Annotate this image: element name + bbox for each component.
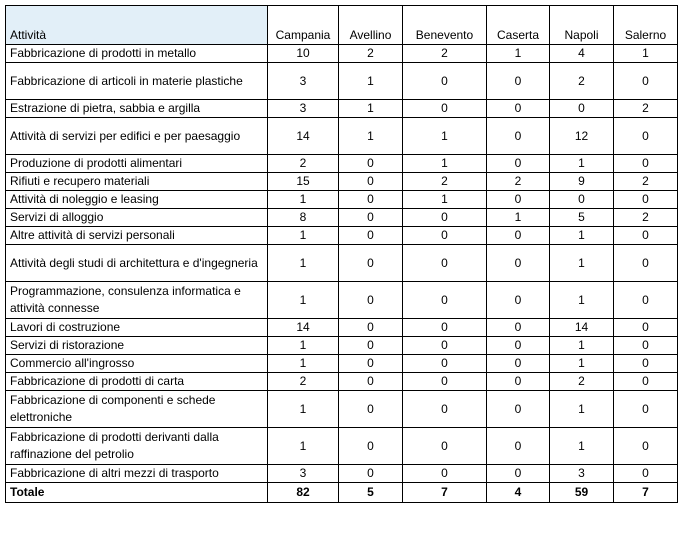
value-cell: 2 (614, 173, 678, 191)
value-cell: 0 (339, 173, 403, 191)
table-row (6, 245, 678, 282)
value-cell: 1 (403, 155, 487, 173)
value-cell: 0 (339, 391, 403, 428)
value-cell: 0 (339, 428, 403, 465)
value-cell: 0 (614, 373, 678, 391)
value-cell: 7 (614, 483, 678, 503)
column-header-caserta: Caserta (487, 6, 550, 45)
value-cell: 9 (550, 173, 614, 191)
value-cell: 0 (487, 373, 550, 391)
value-cell: 0 (487, 245, 550, 282)
value-cell: 5 (550, 209, 614, 227)
value-cell: 0 (403, 63, 487, 100)
value-cell: 3 (268, 63, 339, 100)
value-cell: 0 (403, 319, 487, 337)
value-cell: 0 (614, 337, 678, 355)
value-cell: 0 (487, 391, 550, 428)
value-cell: 0 (614, 355, 678, 373)
header-row (6, 6, 678, 45)
value-cell: 0 (339, 465, 403, 483)
value-cell: 1 (268, 428, 339, 465)
value-cell: 0 (339, 355, 403, 373)
value-cell: 0 (487, 337, 550, 355)
value-cell: 3 (268, 465, 339, 483)
value-cell: 1 (268, 191, 339, 209)
activities-table (5, 5, 678, 503)
value-cell: 0 (403, 373, 487, 391)
value-cell: 1 (550, 355, 614, 373)
value-cell: 0 (339, 209, 403, 227)
value-cell: 0 (487, 282, 550, 319)
value-cell: 0 (339, 191, 403, 209)
value-cell: 4 (487, 483, 550, 503)
value-cell: 1 (339, 63, 403, 100)
value-cell: 0 (403, 391, 487, 428)
value-cell: 12 (550, 118, 614, 155)
value-cell: 0 (614, 245, 678, 282)
activity-label: Fabbricazione di componenti e schede elettroniche (6, 391, 268, 428)
table-row (6, 337, 678, 355)
total-row (6, 483, 678, 503)
value-cell: 0 (614, 118, 678, 155)
value-cell: 7 (403, 483, 487, 503)
value-cell: 1 (268, 355, 339, 373)
value-cell: 82 (268, 483, 339, 503)
value-cell: 0 (614, 428, 678, 465)
table-row (6, 227, 678, 245)
value-cell: 3 (550, 465, 614, 483)
value-cell: 1 (268, 245, 339, 282)
value-cell: 0 (403, 245, 487, 282)
table-row (6, 118, 678, 155)
value-cell: 0 (614, 227, 678, 245)
column-header-napoli: Napoli (550, 6, 614, 45)
activity-label: Attività di noleggio e leasing (6, 191, 268, 209)
value-cell: 2 (487, 173, 550, 191)
value-cell: 0 (339, 373, 403, 391)
activity-label: Fabbricazione di prodotti di carta (6, 373, 268, 391)
value-cell: 1 (268, 227, 339, 245)
column-header-activity: Attività (6, 6, 268, 45)
value-cell: 3 (268, 100, 339, 118)
table-row (6, 155, 678, 173)
activity-label: Fabbricazione di prodotti in metallo (6, 45, 268, 63)
table-row (6, 209, 678, 227)
value-cell: 1 (614, 45, 678, 63)
value-cell: 1 (550, 245, 614, 282)
value-cell: 0 (487, 428, 550, 465)
value-cell: 2 (268, 155, 339, 173)
value-cell: 0 (403, 209, 487, 227)
activity-label: Fabbricazione di altri mezzi di trasporto (6, 465, 268, 483)
column-header-avellino: Avellino (339, 6, 403, 45)
table-container (5, 5, 678, 503)
value-cell: 0 (403, 227, 487, 245)
activity-label: Totale (6, 483, 268, 503)
activity-label: Fabbricazione di articoli in materie plastiche (6, 63, 268, 100)
value-cell: 0 (614, 282, 678, 319)
table-body (6, 45, 678, 503)
value-cell: 14 (268, 319, 339, 337)
value-cell: 0 (487, 100, 550, 118)
value-cell: 1 (403, 118, 487, 155)
value-cell: 0 (487, 191, 550, 209)
value-cell: 0 (403, 355, 487, 373)
value-cell: 0 (550, 100, 614, 118)
value-cell: 0 (614, 191, 678, 209)
value-cell: 0 (487, 319, 550, 337)
value-cell: 0 (487, 155, 550, 173)
table-row (6, 173, 678, 191)
value-cell: 0 (614, 319, 678, 337)
value-cell: 5 (339, 483, 403, 503)
activity-label: Commercio all'ingrosso (6, 355, 268, 373)
activity-label: Altre attività di servizi personali (6, 227, 268, 245)
value-cell: 0 (614, 465, 678, 483)
table-row (6, 319, 678, 337)
activity-label: Rifiuti e recupero materiali (6, 173, 268, 191)
activity-label: Fabbricazione di prodotti derivanti dalla raffinazione del petrolio (6, 428, 268, 465)
value-cell: 59 (550, 483, 614, 503)
table-row (6, 465, 678, 483)
table-row (6, 373, 678, 391)
value-cell: 1 (550, 391, 614, 428)
value-cell: 1 (268, 282, 339, 319)
value-cell: 0 (487, 118, 550, 155)
value-cell: 2 (268, 373, 339, 391)
table-row (6, 45, 678, 63)
column-header-campania: Campania (268, 6, 339, 45)
table-row (6, 355, 678, 373)
value-cell: 0 (487, 227, 550, 245)
value-cell: 0 (487, 465, 550, 483)
value-cell: 1 (487, 209, 550, 227)
activity-label: Estrazione di pietra, sabbia e argilla (6, 100, 268, 118)
activity-label: Produzione di prodotti alimentari (6, 155, 268, 173)
value-cell: 1 (550, 337, 614, 355)
value-cell: 2 (550, 373, 614, 391)
value-cell: 0 (487, 63, 550, 100)
value-cell: 2 (403, 45, 487, 63)
table-row (6, 191, 678, 209)
value-cell: 2 (614, 100, 678, 118)
value-cell: 1 (339, 100, 403, 118)
value-cell: 1 (268, 337, 339, 355)
value-cell: 0 (403, 428, 487, 465)
activity-label: Programmazione, consulenza informatica e attività connesse (6, 282, 268, 319)
value-cell: 8 (268, 209, 339, 227)
value-cell: 4 (550, 45, 614, 63)
value-cell: 0 (403, 465, 487, 483)
value-cell: 2 (339, 45, 403, 63)
value-cell: 15 (268, 173, 339, 191)
value-cell: 1 (550, 227, 614, 245)
value-cell: 0 (339, 282, 403, 319)
value-cell: 2 (403, 173, 487, 191)
value-cell: 0 (614, 155, 678, 173)
value-cell: 1 (550, 155, 614, 173)
activity-label: Servizi di ristorazione (6, 337, 268, 355)
value-cell: 0 (339, 245, 403, 282)
value-cell: 1 (339, 118, 403, 155)
table-row (6, 100, 678, 118)
value-cell: 0 (614, 63, 678, 100)
value-cell: 10 (268, 45, 339, 63)
value-cell: 0 (550, 191, 614, 209)
value-cell: 1 (268, 391, 339, 428)
value-cell: 0 (614, 391, 678, 428)
value-cell: 0 (403, 282, 487, 319)
value-cell: 0 (403, 337, 487, 355)
table-row (6, 282, 678, 319)
value-cell: 0 (339, 337, 403, 355)
value-cell: 0 (339, 319, 403, 337)
value-cell: 1 (403, 191, 487, 209)
value-cell: 1 (487, 45, 550, 63)
value-cell: 2 (550, 63, 614, 100)
value-cell: 1 (550, 282, 614, 319)
value-cell: 2 (614, 209, 678, 227)
value-cell: 14 (268, 118, 339, 155)
table-row (6, 428, 678, 465)
activity-label: Attività di servizi per edifici e per paesaggio (6, 118, 268, 155)
value-cell: 0 (403, 100, 487, 118)
value-cell: 0 (339, 155, 403, 173)
value-cell: 0 (487, 355, 550, 373)
value-cell: 14 (550, 319, 614, 337)
activity-label: Lavori di costruzione (6, 319, 268, 337)
value-cell: 0 (339, 227, 403, 245)
value-cell: 1 (550, 428, 614, 465)
activity-label: Servizi di alloggio (6, 209, 268, 227)
table-row (6, 63, 678, 100)
column-header-salerno: Salerno (614, 6, 678, 45)
activity-label: Attività degli studi di architettura e d'ingegneria (6, 245, 268, 282)
column-header-benevento: Benevento (403, 6, 487, 45)
table-row (6, 391, 678, 428)
